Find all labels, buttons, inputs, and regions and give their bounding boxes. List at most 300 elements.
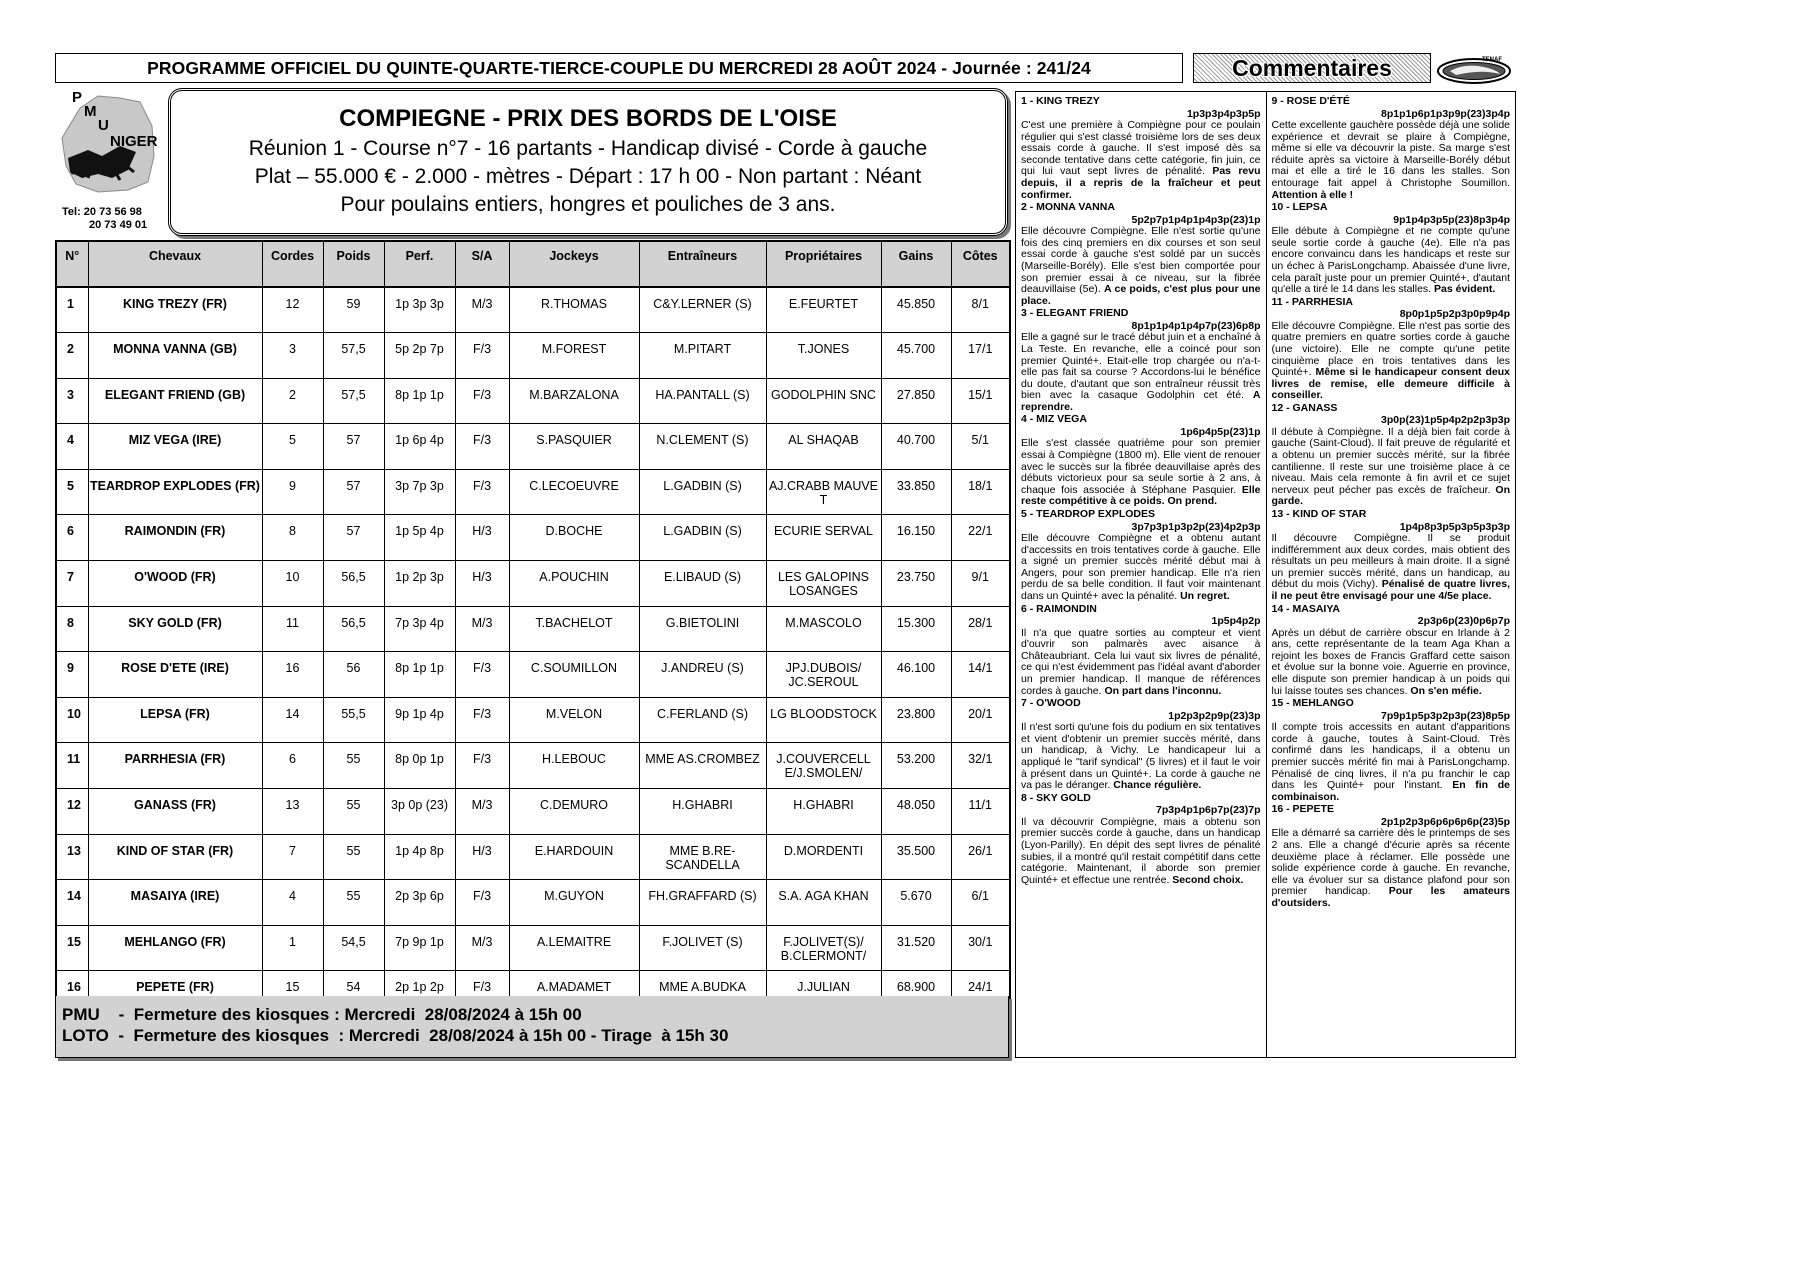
comment-text <box>1021 817 1261 887</box>
logo-p: P <box>72 89 83 106</box>
col-header-owners: Propriétaires <box>766 241 881 287</box>
cell-form: 2p 3p 6p <box>384 880 455 926</box>
cell-jockey: R.THOMAS <box>509 287 639 333</box>
table-row <box>56 880 1010 926</box>
cell-number: 13 <box>56 834 88 880</box>
comments-title <box>1193 53 1431 83</box>
cell-horse: TEARDROP EXPLODES (FR) <box>88 469 262 515</box>
comment-text <box>1272 427 1511 508</box>
comment-horse-name: 8 - SKY GOLD <box>1021 791 1091 804</box>
comment-analysis: Après un début de carrière obscur en Irlande à 2 ans, cette représentante de la team Aga Khan a rejoint les boxes de Francis Graffard cette saison et évolue sur la bonne voie. Aguerrie en province, elle dispute son premier handicap à un poids qui lui laisse toutes ses chances. <box>1271 626 1510 697</box>
table-row <box>56 378 1010 424</box>
cell-sex-age: M/3 <box>455 287 509 333</box>
phone-line-1: Tel: 20 73 56 98 <box>62 206 142 218</box>
cell-horse: SKY GOLD (FR) <box>88 606 262 652</box>
cell-earnings: 27.850 <box>881 378 951 424</box>
cell-sex-age: F/3 <box>455 469 509 515</box>
tenaf-logo <box>1436 56 1512 84</box>
comment-form-string: 5p2p7p1p4p1p4p3p(23)1p <box>1131 213 1261 226</box>
table-row <box>56 652 1010 698</box>
cell-owner: AJ.CRABB MAUVE T <box>766 469 881 515</box>
cell-weight: 56,5 <box>323 606 384 652</box>
cell-weight: 57,5 <box>323 333 384 379</box>
comment-verdict: Pas évident. <box>1434 283 1496 296</box>
cell-form: 8p 0p 1p <box>384 743 455 789</box>
comment-text <box>1272 628 1511 698</box>
cell-owner: LG BLOODSTOCK <box>766 697 881 743</box>
cell-earnings: 23.750 <box>881 561 951 607</box>
cell-jockey: C.LECOEUVRE <box>509 469 639 515</box>
comment-horse-name: 1 - KING TREZY <box>1021 95 1100 107</box>
cell-earnings: 45.850 <box>881 287 951 333</box>
comment-analysis: Elle débute à Compiègne et ne compte qu'une seule sortie corde à gauche (4e). Elle n'a pas encore convaincu dans les handicaps et reste sur un échec à ParisLongchamp. Abaissée d'une livre, cela paraît juste pour un premier Quinté+, d'autant qu'elle a tiré le 14 dans les stalles. <box>1271 225 1510 296</box>
cell-trainer: G.BIETOLINI <box>639 606 766 652</box>
cell-odds: 8/1 <box>951 287 1010 333</box>
cell-jockey: C.DEMURO <box>509 789 639 835</box>
cell-horse: MEHLANGO (FR) <box>88 925 262 971</box>
comment-verdict: Pénalisé de quatre livres, il ne peut être envisagé pour une 4/5e place. <box>1271 578 1510 602</box>
cell-owner: T.JONES <box>766 333 881 379</box>
comment-analysis: Il débute à Compiègne. Il a déjà bien fait corde à gauche (Saint-Cloud). Il fait preuve de régularité et a obtenu un premier succès mérité, sur la fibrée cantilienne. Il reste sur une troisième place à ce niveau. Mais cela remonte à fin avril et ce sujet nerveux peut pécher pas excès de fraîcheur. <box>1271 425 1510 496</box>
cell-form: 8p 1p 1p <box>384 652 455 698</box>
comment-text <box>1021 120 1261 201</box>
cell-jockey: M.BARZALONA <box>509 378 639 424</box>
pmu-niger-logo <box>58 86 158 206</box>
comment-horse-name: 13 - KIND OF STAR <box>1271 508 1367 521</box>
comment-verdict: Attention à elle ! <box>1271 188 1354 201</box>
cell-earnings: 53.200 <box>881 743 951 789</box>
cell-odds: 6/1 <box>951 880 1010 926</box>
comment-form-string: 2p3p6p(23)0p6p7p <box>1417 615 1510 628</box>
contact-phone <box>62 206 147 232</box>
comment-entry <box>1021 201 1261 307</box>
cell-draw: 3 <box>262 333 323 379</box>
cell-earnings: 48.050 <box>881 789 951 835</box>
cell-draw: 9 <box>262 469 323 515</box>
cell-odds: 24/1 <box>951 971 1010 1017</box>
comment-analysis: Elle a gagné sur le tracé début juin et a enchaîné à La Teste. En revanche, elle a coincé pour son premier Quinté+. Etait-elle trop chargée ou n'a-t-elle pas fait sa course ? Accordons-lui le bénéfice du doute, d'autant que son entraîneur réussit très bien avec la casaque Godolphin cet été. <box>1021 331 1261 402</box>
comment-entry <box>1272 296 1511 402</box>
cell-earnings: 16.150 <box>881 515 951 561</box>
table-row <box>56 515 1010 561</box>
cell-jockey: D.BOCHE <box>509 515 639 561</box>
col-header-number: N° <box>56 241 88 287</box>
cell-draw: 11 <box>262 606 323 652</box>
cell-draw: 16 <box>262 652 323 698</box>
cell-draw: 15 <box>262 971 323 1017</box>
cell-sex-age: F/3 <box>455 333 509 379</box>
comment-analysis: Elle s'est classée quatrième pour son premier essai à Compiègne (1800 m). Elle vient de renouer avec le succès sur la fibrée deauvillaise après des débuts victorieux pour sa seule sortie à 2 ans, à chaque fois associée à Stéphane Pasquier. <box>1021 437 1261 496</box>
cell-form: 7p 9p 1p <box>384 925 455 971</box>
cell-number: 12 <box>56 789 88 835</box>
cell-number: 9 <box>56 652 88 698</box>
cell-weight: 55 <box>323 743 384 789</box>
cell-owner: E.FEURTET <box>766 287 881 333</box>
cell-weight: 56,5 <box>323 561 384 607</box>
cell-trainer: N.CLEMENT (S) <box>639 424 766 470</box>
comment-text <box>1021 722 1261 792</box>
comment-entry <box>1272 603 1511 698</box>
cell-horse: ELEGANT FRIEND (GB) <box>88 378 262 424</box>
cell-earnings: 68.900 <box>881 971 951 1017</box>
race-line-2: Plat – 55.000 € - 2.000 - mètres - Départ : 17 h 00 - Non partant : Néant <box>254 165 922 188</box>
comment-text <box>1021 533 1261 603</box>
cell-trainer: MME A.BUDKA <box>639 971 766 1017</box>
comment-entry <box>1021 792 1261 887</box>
runners-table <box>55 240 1011 1018</box>
cell-number: 7 <box>56 561 88 607</box>
comment-verdict: A reprendre. <box>1021 389 1261 413</box>
cell-weight: 54,5 <box>323 925 384 971</box>
race-line-1: Réunion 1 - Course n°7 - 16 partants - Handicap divisé - Corde à gauche <box>248 137 928 160</box>
cell-sex-age: M/3 <box>455 925 509 971</box>
cell-weight: 57 <box>323 424 384 470</box>
cell-odds: 5/1 <box>951 424 1010 470</box>
cell-earnings: 35.500 <box>881 834 951 880</box>
race-title: COMPIEGNE - PRIX DES BORDS DE L'OISE <box>339 105 837 132</box>
cell-horse: ROSE D'ETE (IRE) <box>88 652 262 698</box>
cell-jockey: C.SOUMILLON <box>509 652 639 698</box>
comment-entry <box>1021 413 1261 508</box>
comment-analysis: Cette excellente gauchère possède déjà une solide expérience et devrait se plaire à Compiègne, même si elle va découvrir la piste. Sa marge s'est réduite après sa victoire à Marseille-Borély début mai et elle a tiré le 16 dans les stalles. Son entourage fait appel à Christophe Soumillon. <box>1271 119 1510 189</box>
comment-analysis: C'est une première à Compiègne pour ce poulain régulier qui s'est classé troisième lors de ses deux essais corde à gauche. Il s'est imposé dès sa seconde tentative dans cette catégorie, fin juin, ce qui lui vaut sept livres de pénalité. <box>1021 119 1261 178</box>
comment-text <box>1021 332 1261 413</box>
cell-horse: PEPETE (FR) <box>88 971 262 1017</box>
cell-owner: AL SHAQAB <box>766 424 881 470</box>
table-row <box>56 789 1010 835</box>
cell-odds: 20/1 <box>951 697 1010 743</box>
comment-horse-name: 14 - MASAIYA <box>1271 602 1340 615</box>
cell-number: 10 <box>56 697 88 743</box>
cell-draw: 2 <box>262 378 323 424</box>
cell-weight: 57,5 <box>323 378 384 424</box>
race-line-3: Pour poulains entiers, hongres et pouliches de 3 ans. <box>340 193 836 216</box>
col-header-jockeys: Jockeys <box>509 241 639 287</box>
comment-analysis: Il découvre Compiègne. Il se produit indifféremment aux deux cordes, mais obtient des résultats un peu meilleurs à main droite. Il a signé un premier succès mérité, dans un handicap, au début du mois (Vichy). <box>1271 532 1510 591</box>
cell-sex-age: H/3 <box>455 561 509 607</box>
cell-horse: MONNA VANNA (GB) <box>88 333 262 379</box>
footer-loto-line: LOTO - Fermeture des kiosques : Mercredi 28/08/2024 à 15h 00 - Tirage à 15h 30 <box>62 1026 729 1045</box>
comment-entry <box>1272 508 1511 603</box>
cell-number: 4 <box>56 424 88 470</box>
cell-earnings: 33.850 <box>881 469 951 515</box>
cell-trainer: MME B.RE-SCANDELLA <box>639 834 766 880</box>
cell-draw: 1 <box>262 925 323 971</box>
cell-owner: J.COUVERCELL E/J.SMOLEN/ <box>766 743 881 789</box>
cell-form: 1p 4p 8p <box>384 834 455 880</box>
cell-trainer: L.GADBIN (S) <box>639 469 766 515</box>
cell-horse: RAIMONDIN (FR) <box>88 515 262 561</box>
col-header-trainers: Entraîneurs <box>639 241 766 287</box>
cell-form: 1p 2p 3p <box>384 561 455 607</box>
cell-odds: 11/1 <box>951 789 1010 835</box>
cell-owner: ECURIE SERVAL <box>766 515 881 561</box>
cell-sex-age: H/3 <box>455 834 509 880</box>
comments-label: Commentaires <box>1232 54 1392 81</box>
col-header-sex-age: S/A <box>455 241 509 287</box>
cell-sex-age: F/3 <box>455 652 509 698</box>
comment-horse-name: 11 - PARRHESIA <box>1271 295 1353 308</box>
table-row <box>56 424 1010 470</box>
comment-entry <box>1021 697 1261 792</box>
cell-number: 5 <box>56 469 88 515</box>
comment-verdict: On garde. <box>1271 483 1510 508</box>
col-header-draw: Cordes <box>262 241 323 287</box>
cell-draw: 4 <box>262 880 323 926</box>
cell-jockey: M.GUYON <box>509 880 639 926</box>
cell-odds: 28/1 <box>951 606 1010 652</box>
comment-horse-name: 12 - GANASS <box>1271 401 1338 414</box>
cell-draw: 7 <box>262 834 323 880</box>
cell-trainer: M.PITART <box>639 333 766 379</box>
comment-analysis: Il n'est sorti qu'une fois du podium en six tentatives et vient d'obtenir un premier succès mérité, dans un handicap, à Vichy. Le handicapeur lui a appliqué le "tarif syndical" (5 livres) et il faut le voir à présent dans un Quinté+. La corde à gauche ne va pas le déranger. <box>1021 721 1261 792</box>
cell-trainer: E.LIBAUD (S) <box>639 561 766 607</box>
comment-analysis: Elle découvre Compiègne et a obtenu autant d'accessits en trois tentatives corde à gauche. Elle a signé un premier succès mérité début mai à Angers, pour son premier handicap. Elle n'a rien perdu de sa belle condition. Il faut voir maintenant dans un Quinté+ avec la pénalité. <box>1021 532 1261 602</box>
tenaf-text: TENAF <box>1482 57 1502 63</box>
comment-horse-name: 16 - PEPETE <box>1271 803 1334 816</box>
comment-verdict: On s'en méfie. <box>1410 684 1482 697</box>
cell-sex-age: M/3 <box>455 789 509 835</box>
comment-horse-name: 7 - O'WOOD <box>1021 697 1081 710</box>
cell-trainer: H.GHABRI <box>639 789 766 835</box>
cell-odds: 14/1 <box>951 652 1010 698</box>
comment-analysis: Il compte trois accessits en autant d'apparitions corde à gauche, toutes à Saint-Cloud. Très confirmé dans les handicaps, il a obtenu un premier succès mérité fin mai à ParisLongchamp. Pénalisé de cinq livres, il n'a pu franchir le cap dans les Quinté+ pour l'instant. <box>1271 721 1510 792</box>
cell-form: 2p 1p 2p <box>384 971 455 1017</box>
cell-earnings: 23.800 <box>881 697 951 743</box>
comment-entry <box>1021 307 1261 413</box>
cell-trainer: C.FERLAND (S) <box>639 697 766 743</box>
cell-trainer: L.GADBIN (S) <box>639 515 766 561</box>
comment-entry <box>1272 697 1511 803</box>
comment-horse-name: 6 - RAIMONDIN <box>1021 602 1097 615</box>
cell-sex-age: F/3 <box>455 697 509 743</box>
cell-horse: O'WOOD (FR) <box>88 561 262 607</box>
cell-odds: 9/1 <box>951 561 1010 607</box>
comment-text <box>1272 828 1511 909</box>
footer-pmu-line: PMU - Fermeture des kiosques : Mercredi 28/08/2024 à 15h 00 <box>62 1005 582 1024</box>
cell-number: 3 <box>56 378 88 424</box>
cell-odds: 30/1 <box>951 925 1010 971</box>
cell-form: 9p 1p 4p <box>384 697 455 743</box>
cell-draw: 5 <box>262 424 323 470</box>
cell-trainer: J.ANDREU (S) <box>639 652 766 698</box>
cell-weight: 56 <box>323 652 384 698</box>
cell-odds: 18/1 <box>951 469 1010 515</box>
cell-sex-age: F/3 <box>455 378 509 424</box>
cell-owner: M.MASCOLO <box>766 606 881 652</box>
cell-trainer: F.JOLIVET (S) <box>639 925 766 971</box>
cell-weight: 57 <box>323 515 384 561</box>
cell-form: 7p 3p 4p <box>384 606 455 652</box>
cell-draw: 8 <box>262 515 323 561</box>
cell-earnings: 31.520 <box>881 925 951 971</box>
comments-panel <box>1015 91 1516 1058</box>
cell-earnings: 46.100 <box>881 652 951 698</box>
comment-horse-name: 15 - MEHLANGO <box>1271 697 1354 710</box>
cell-jockey: A.LEMAITRE <box>509 925 639 971</box>
cell-form: 5p 2p 7p <box>384 333 455 379</box>
cell-draw: 12 <box>262 287 323 333</box>
comment-horse-name: 10 - LEPSA <box>1271 201 1328 214</box>
comment-horse-name: 4 - MIZ VEGA <box>1021 413 1087 426</box>
col-header-horses: Chevaux <box>88 241 262 287</box>
comment-form-string: 8p1p1p4p1p4p7p(23)6p8p <box>1131 319 1261 332</box>
table-row <box>56 925 1010 971</box>
cell-sex-age: F/3 <box>455 880 509 926</box>
comment-text <box>1021 438 1261 508</box>
cell-jockey: A.POUCHIN <box>509 561 639 607</box>
comment-text <box>1021 628 1261 698</box>
cell-draw: 13 <box>262 789 323 835</box>
cell-earnings: 5.670 <box>881 880 951 926</box>
comment-horse-name: 3 - ELEGANT FRIEND <box>1021 307 1129 320</box>
comment-form-string: 9p1p4p3p5p(23)8p3p4p <box>1393 213 1510 226</box>
cell-draw: 10 <box>262 561 323 607</box>
comment-entry <box>1021 603 1261 698</box>
logo-m: M <box>84 103 97 120</box>
comment-text <box>1272 321 1511 402</box>
comment-form-string: 1p4p8p3p5p3p5p3p3p <box>1399 520 1510 533</box>
cell-jockey: T.BACHELOT <box>509 606 639 652</box>
comment-form-string: 3p7p3p1p3p2p(23)4p2p3p <box>1131 520 1261 533</box>
cell-draw: 6 <box>262 743 323 789</box>
cell-owner: F.JOLIVET(S)/ B.CLERMONT/ <box>766 925 881 971</box>
cell-earnings: 40.700 <box>881 424 951 470</box>
cell-weight: 55 <box>323 789 384 835</box>
cell-number: 1 <box>56 287 88 333</box>
col-header-earnings: Gains <box>881 241 951 287</box>
comment-horse-name: 5 - TEARDROP EXPLODES <box>1021 508 1155 521</box>
cell-trainer: HA.PANTALL (S) <box>639 378 766 424</box>
table-row <box>56 834 1010 880</box>
comment-analysis: Elle découvre Compiègne. Elle n'est pas sortie des quatre premiers en quatre sorties corde à gauche (une victoire). Elle ne compte qu'une petite cinquième place en trois tentatives dans les Quinté+. <box>1271 319 1510 379</box>
cell-number: 15 <box>56 925 88 971</box>
comment-verdict: En fin de combinaison. <box>1271 779 1510 803</box>
comment-analysis: Il va découvrir Compiègne, mais a obtenu son premier succès corde à gauche, dans un handicap (Lyon-Parilly). En dépit des sept livres de pénalité subies, il a montré qu'il restait compétitif dans cette catégorie. Maintenant, il aborde son premier Quinté+ et effectue une rentrée. <box>1021 815 1261 886</box>
comment-form-string: 1p5p4p2p <box>1211 615 1261 628</box>
cell-number: 11 <box>56 743 88 789</box>
comment-verdict: Pour les amateurs d'outsiders. <box>1271 885 1511 909</box>
comment-verdict: Un regret. <box>1180 590 1230 602</box>
comment-verdict: A ce poids, c'est plus pour une place. <box>1021 283 1261 307</box>
cell-jockey: E.HARDOUIN <box>509 834 639 880</box>
cell-trainer: FH.GRAFFARD (S) <box>639 880 766 926</box>
comments-column-2 <box>1266 92 1516 1057</box>
logo-u: U <box>98 117 109 134</box>
cell-weight: 55 <box>323 880 384 926</box>
comment-analysis: Elle a démarré sa carrière dès le printemps de ses 2 ans. Elle a changé d'écurie après sa récente deuxième place à réclamer. Elle possède une solide expérience corde à gauche. En revanche, elle va évoluer sur sa distance plafond pour son premier handicap. <box>1271 827 1510 898</box>
comment-text <box>1272 226 1511 296</box>
cell-horse: PARRHESIA (FR) <box>88 743 262 789</box>
comment-form-string: 1p3p3p4p3p5p <box>1186 107 1261 120</box>
cell-draw: 14 <box>262 697 323 743</box>
comment-verdict: Elle reste compétitive à ce poids. On prend. <box>1021 483 1261 508</box>
comment-form-string: 1p6p4p5p(23)1p <box>1180 425 1261 438</box>
comment-entry <box>1021 95 1261 201</box>
cell-weight: 55 <box>323 834 384 880</box>
comment-entry <box>1021 508 1261 603</box>
cell-number: 16 <box>56 971 88 1017</box>
cell-jockey: M.VELON <box>509 697 639 743</box>
cell-trainer: C&Y.LERNER (S) <box>639 287 766 333</box>
cell-jockey: H.LEBOUC <box>509 743 639 789</box>
comments-column-1 <box>1016 92 1266 1057</box>
cell-horse: MASAIYA (IRE) <box>88 880 262 926</box>
comment-entry <box>1272 402 1511 508</box>
cell-form: 1p 5p 4p <box>384 515 455 561</box>
comment-verdict: On part dans l'inconnu. <box>1104 684 1222 697</box>
cell-jockey: M.FOREST <box>509 333 639 379</box>
cell-owner: LES GALOPINS LOSANGES <box>766 561 881 607</box>
cell-number: 14 <box>56 880 88 926</box>
cell-sex-age: F/3 <box>455 743 509 789</box>
cell-owner: JPJ.DUBOIS/ JC.SEROUL <box>766 652 881 698</box>
table-row <box>56 606 1010 652</box>
comment-verdict: Pas revu depuis, il a repris de la fraîcheur et peut confirmer. <box>1021 165 1261 201</box>
cell-odds: 22/1 <box>951 515 1010 561</box>
cell-weight: 54 <box>323 971 384 1017</box>
comment-text <box>1272 722 1511 803</box>
cell-form: 1p 6p 4p <box>384 424 455 470</box>
table-header-row <box>56 241 1010 287</box>
comment-form-string: 7p3p4p1p6p7p(23)7p <box>1156 804 1261 817</box>
cell-earnings: 45.700 <box>881 333 951 379</box>
cell-horse: LEPSA (FR) <box>88 697 262 743</box>
comment-form-string: 3p0p(23)1p5p4p2p2p3p3p <box>1381 414 1510 427</box>
comment-text <box>1021 226 1261 307</box>
comment-text <box>1272 533 1511 603</box>
cell-jockey: A.MADAMET <box>509 971 639 1017</box>
table-row <box>56 287 1010 333</box>
cell-weight: 55,5 <box>323 697 384 743</box>
phone-line-2: 20 73 49 01 <box>89 219 148 231</box>
cell-odds: 32/1 <box>951 743 1010 789</box>
comment-form-string: 8p1p1p6p1p3p9p(23)3p4p <box>1381 107 1510 120</box>
comment-verdict: Second choix. <box>1172 873 1244 886</box>
table-row <box>56 743 1010 789</box>
table-row <box>56 697 1010 743</box>
cell-form: 8p 1p 1p <box>384 378 455 424</box>
cell-form: 3p 7p 3p <box>384 469 455 515</box>
col-header-odds: Côtes <box>951 241 1010 287</box>
cell-number: 2 <box>56 333 88 379</box>
cell-horse: MIZ VEGA (IRE) <box>88 424 262 470</box>
comment-form-string: 1p2p3p2p9p(23)3p <box>1168 709 1261 722</box>
closing-times-footer <box>55 996 1009 1058</box>
comment-form-string: 7p9p1p5p3p2p3p(23)8p5p <box>1381 709 1510 722</box>
table-row <box>56 561 1010 607</box>
comment-verdict: Même si le handicapeur consent deux livres de remise, elle demeure difficile à conseiller. <box>1271 366 1511 402</box>
cell-weight: 57 <box>323 469 384 515</box>
comment-analysis: Il n'a que quatre sorties au compteur et vient d'ouvrir son palmarès avec aisance à Châteaubriant. Cela lui vaut six livres de pénalité, ce qui n'est évidemment pas l'idéal avant d'aborder un premier handicap. Il manque de références cordes à gauche. <box>1021 626 1261 697</box>
cell-horse: KING TREZY (FR) <box>88 287 262 333</box>
comment-horse-name: 9 - ROSE D'ÉTÉ <box>1271 95 1350 107</box>
col-header-form: Perf. <box>384 241 455 287</box>
comment-analysis: Elle découvre Compiègne. Elle n'est sortie qu'une fois des cinq premiers en dix courses et son seul essai corde à gauche s'est soldé par un succès (Marseille-Borély). Elle s'est bien comportée pour son premier essai à ce niveau, sur la fibrée deauvillaise (5e). <box>1021 225 1261 296</box>
cell-horse: KIND OF STAR (FR) <box>88 834 262 880</box>
cell-odds: 17/1 <box>951 333 1010 379</box>
cell-form: 3p 0p (23) <box>384 789 455 835</box>
cell-weight: 59 <box>323 287 384 333</box>
cell-number: 6 <box>56 515 88 561</box>
col-header-weight: Poids <box>323 241 384 287</box>
table-row <box>56 333 1010 379</box>
comment-entry <box>1272 95 1511 201</box>
cell-odds: 26/1 <box>951 834 1010 880</box>
cell-form: 1p 3p 3p <box>384 287 455 333</box>
cell-earnings: 15.300 <box>881 606 951 652</box>
cell-odds: 15/1 <box>951 378 1010 424</box>
